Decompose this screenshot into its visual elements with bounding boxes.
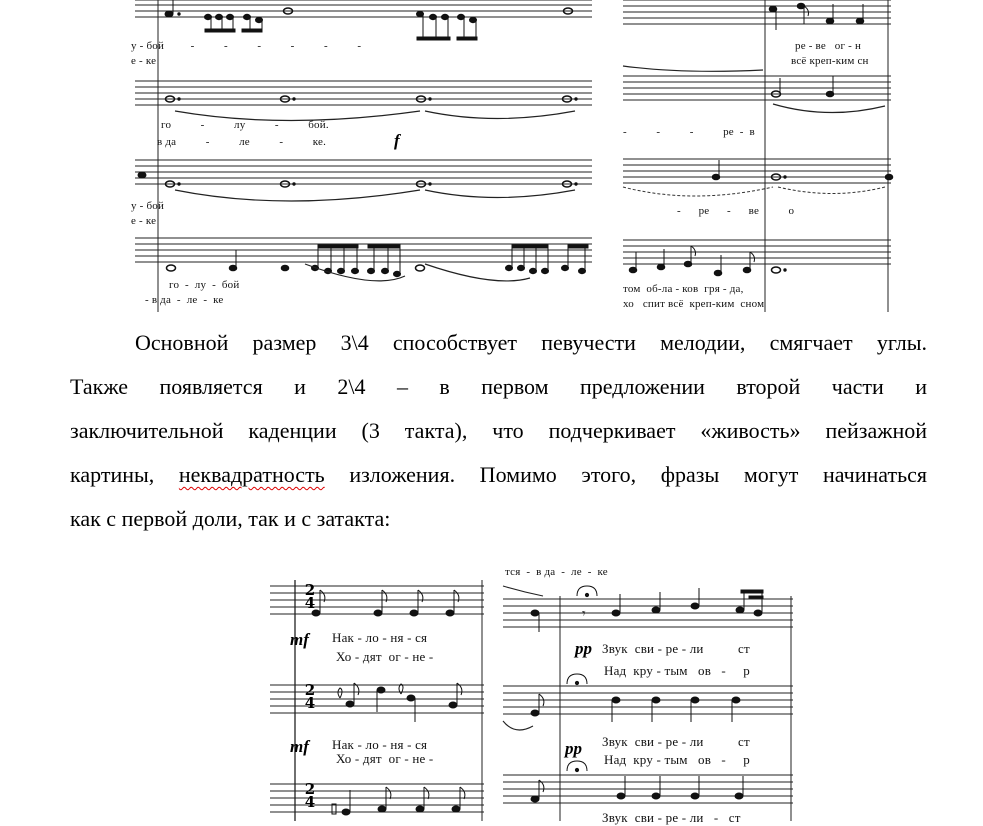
- paragraph-line: заключительной каденции (3 такта), что подчеркивает «живость» пейзажной: [70, 418, 927, 443]
- time-signature-top: 2: [304, 780, 316, 798]
- time-signature-bottom: 4: [304, 793, 316, 811]
- time-signature-top: 2: [304, 581, 316, 599]
- lyric-line: Хо - дят ог - не -: [336, 649, 434, 664]
- lyric-line: Звук сви - ре - ли ст: [602, 734, 750, 749]
- lyric-line: Нак - ло - ня - ся: [332, 737, 428, 752]
- lyric-line: в да - ле - ке.: [157, 136, 327, 148]
- svg-text:𝄾: 𝄾: [582, 606, 586, 622]
- music-excerpt-top-left: [131, 0, 592, 312]
- dynamic-marking: mf: [290, 630, 309, 649]
- staff-notation-graphic: [503, 566, 793, 821]
- lyric-line: е - ке: [131, 215, 157, 227]
- paragraph-line: Также появляется и 2\4 – в первом предложении второй части и: [70, 374, 927, 399]
- lyric-line: у - бой: [131, 200, 165, 212]
- lyric-line: том об-ла - ков гря - да,: [623, 283, 744, 295]
- paragraph-line: Основной размер 3\4 способствует певучести мелодии, смягчает углы.: [135, 330, 927, 355]
- lyric-line: ре - ве ог - н: [795, 40, 862, 52]
- music-excerpt-top-right: [623, 0, 891, 312]
- lyric-line: - - - ре - в: [623, 126, 755, 138]
- lyric-line: - ре - ве о: [677, 205, 795, 217]
- lyric-line: всё креп-ким сн: [791, 55, 869, 67]
- text-run: изложения. Помимо этого, фразы могут начинаться: [324, 462, 927, 487]
- lyric-line: Звук сви - ре - ли ст: [602, 641, 750, 656]
- lyric-line: Над кру - тым ов - р: [604, 752, 750, 767]
- lyric-line: Звук сви - ре - ли - ст: [602, 810, 741, 825]
- dynamic-marking: mf: [290, 737, 309, 756]
- paragraph-line: как с первой доли, так и с затакта:: [70, 506, 391, 531]
- lyric-line: хо спит всё креп-ким сном: [623, 298, 765, 310]
- time-signature-bottom: 4: [304, 694, 316, 712]
- lyric-line: Хо - дят ог - не -: [336, 751, 434, 766]
- time-signature: [303, 681, 317, 712]
- dynamic-marking: pp: [565, 739, 582, 758]
- misspelled-word[interactable]: неквадратность: [178, 462, 325, 487]
- dynamic-marking: pp: [575, 639, 592, 658]
- dynamic-marking: f: [394, 131, 400, 150]
- lyric-line: го - лу - бой.: [161, 119, 329, 131]
- text-run: картины,: [70, 462, 179, 487]
- lyric-line: у - бой - - - - - -: [131, 40, 362, 52]
- music-excerpt-bottom-right: [503, 566, 793, 825]
- lyric-line: Нак - ло - ня - ся: [332, 630, 428, 645]
- lyric-line: го - лу - бой: [169, 279, 240, 291]
- lyric-line: - в да - ле - ке: [145, 294, 224, 306]
- lyric-line: Над кру - тым ов - р: [604, 663, 750, 678]
- time-signature: [303, 581, 317, 612]
- lyric-line: е - ке: [131, 55, 157, 67]
- time-signature: [303, 780, 317, 811]
- lyric-line: тся - в да - ле - ке: [505, 566, 608, 578]
- paragraph-line: [70, 453, 927, 498]
- time-signature-top: 2: [304, 681, 316, 699]
- music-excerpt-bottom-left: [270, 580, 484, 821]
- time-signature-bottom: 4: [304, 594, 316, 612]
